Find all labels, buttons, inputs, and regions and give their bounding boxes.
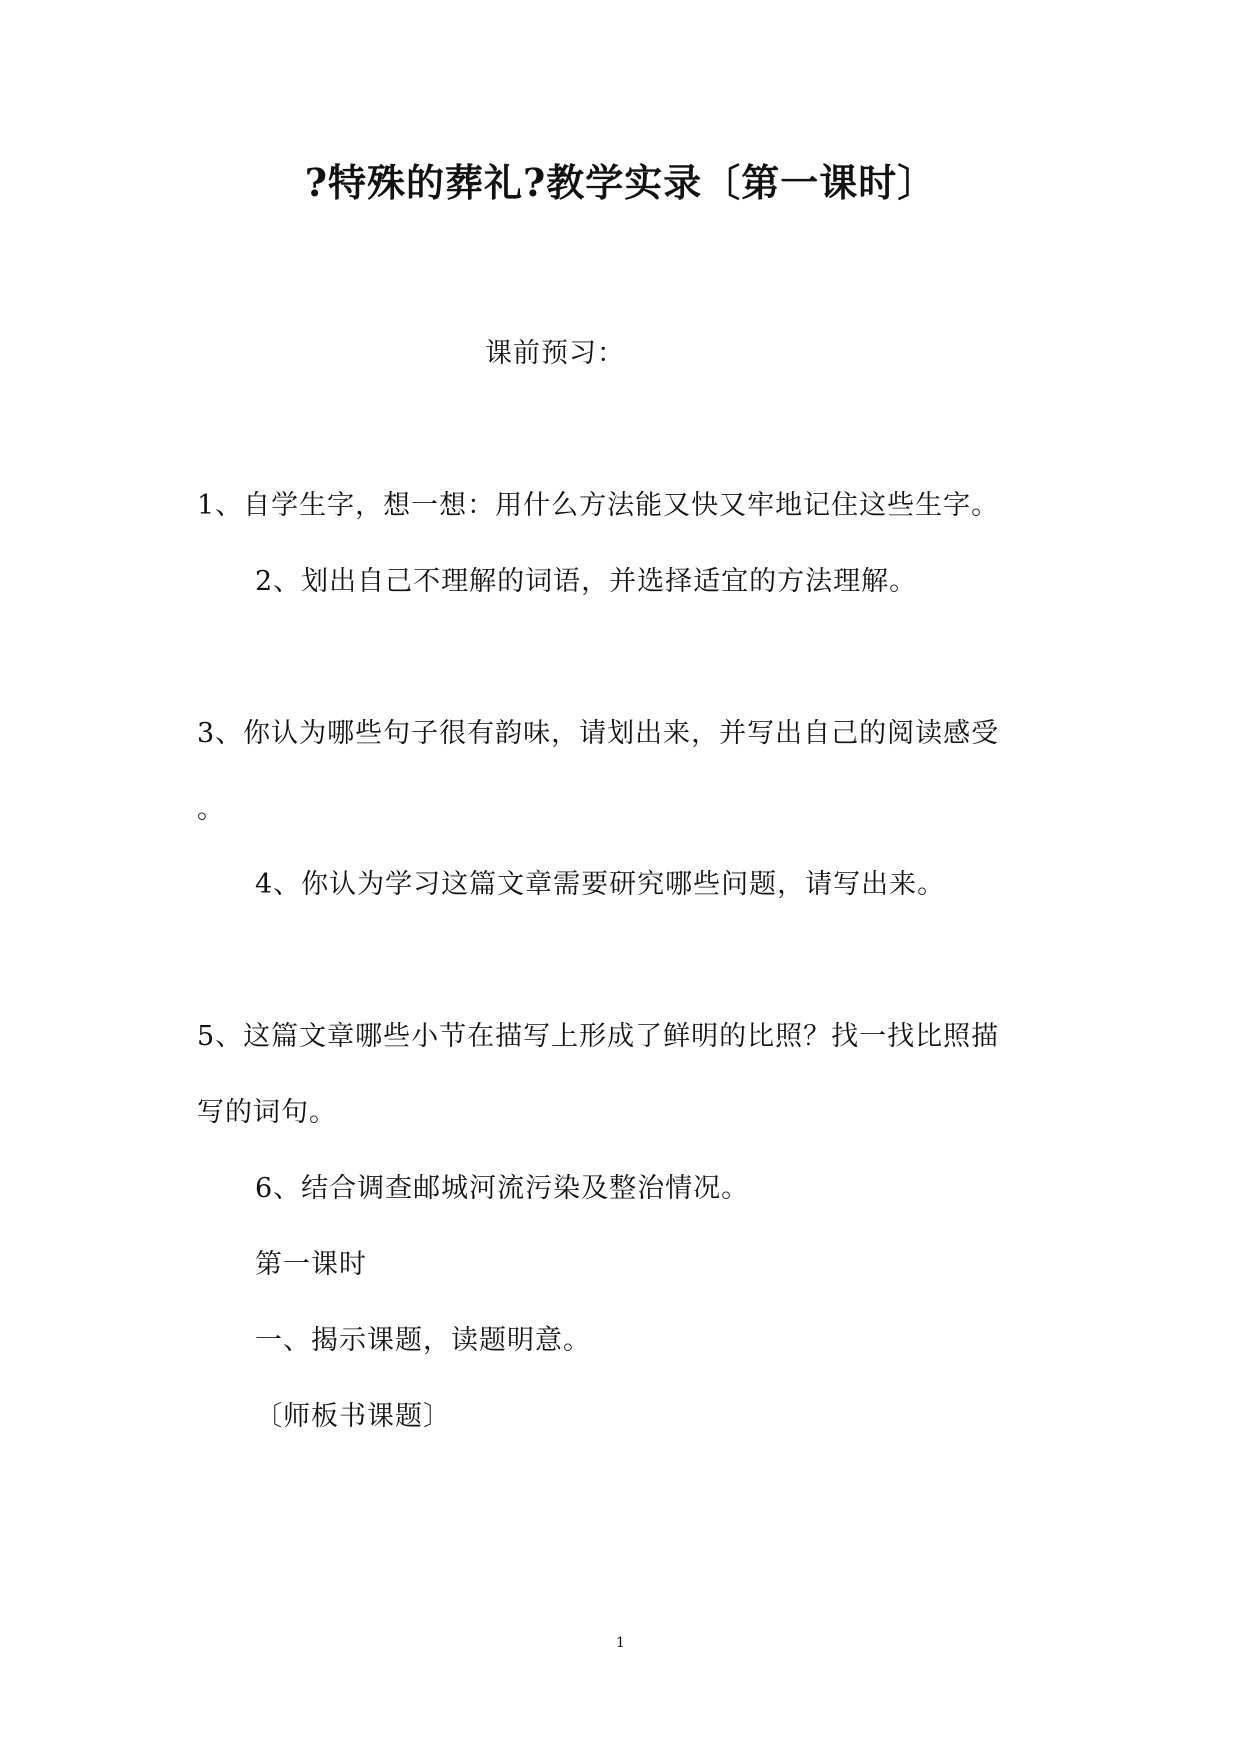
section-heading: 课前预习： — [485, 338, 625, 369]
preview-item-4: 4、你认为学习这篇文章需要研究哪些问题，请写出来。 — [255, 869, 946, 900]
preview-item-2: 2、划出自己不理解的词语，并选择适宜的方法理解。 — [255, 566, 918, 597]
preview-item-6: 6、结合调查邮城河流污染及整治情况。 — [255, 1173, 750, 1204]
preview-item-1: 1、自学生字，想一想：用什么方法能又快又牢地记住这些生字。 — [197, 490, 1000, 521]
page-number: 1 — [616, 1635, 625, 1651]
lesson-label: 第一课时 — [255, 1249, 367, 1280]
step-one: 一、揭示课题，读题明意。 — [255, 1325, 591, 1356]
teacher-note: 〔师板书课题〕 — [255, 1401, 451, 1432]
preview-item-5-continuation: 写的词句。 — [197, 1097, 337, 1128]
preview-item-3: 3、你认为哪些句子很有韵味，请划出来，并写出自己的阅读感受 — [197, 718, 1000, 749]
document-title: ?特殊的葬礼?教学实录〔第一课时〕 — [304, 160, 937, 205]
preview-item-5: 5、这篇文章哪些小节在描写上形成了鲜明的比照？找一找比照描 — [197, 1021, 1000, 1052]
preview-item-3-continuation: 。 — [197, 794, 225, 825]
